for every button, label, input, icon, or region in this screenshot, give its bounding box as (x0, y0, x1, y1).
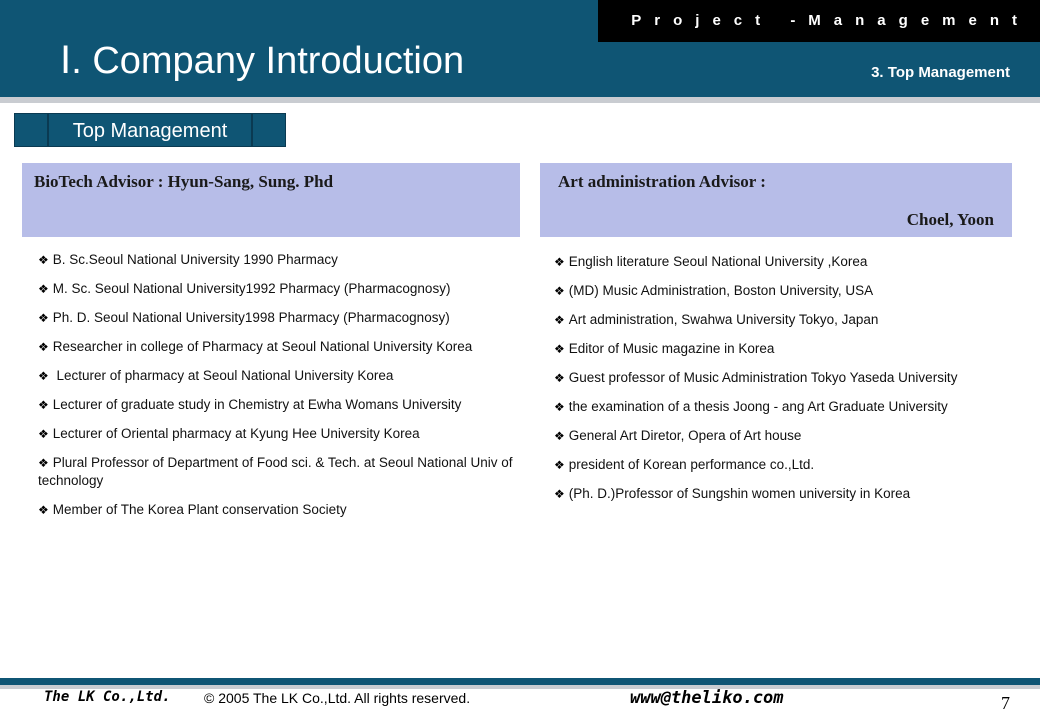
diamond-bullet-icon: ❖ (554, 371, 565, 385)
right-advisor-role: Art administration Advisor : (558, 172, 766, 191)
diamond-bullet-icon: ❖ (38, 282, 49, 296)
diamond-bullet-icon: ❖ (554, 400, 565, 414)
page-title: Ⅰ. Company Introduction (60, 40, 465, 82)
list-item: ❖ (MD) Music Administration, Boston University, USA (554, 283, 874, 298)
diamond-bullet-icon: ❖ (554, 284, 565, 298)
diamond-bullet-icon: ❖ (38, 398, 49, 412)
right-advisor-name: Choel, Yoon (906, 210, 994, 229)
copyright-notice: © 2005 The LK Co.,Ltd. All rights reserved. (204, 690, 471, 706)
page-number: 7 (1001, 693, 1010, 713)
diamond-bullet-icon: ❖ (38, 503, 49, 517)
diamond-bullet-icon: ❖ (554, 342, 565, 356)
diamond-bullet-icon: ❖ (554, 429, 565, 443)
list-item: ❖ Lecturer of graduate study in Chemistry at Ewha Womans University (38, 397, 462, 412)
list-item: ❖ (Ph. D.)Professor of Sungshin women university in Korea (554, 486, 911, 501)
list-item: ❖ Lecturer of pharmacy at Seoul National University Korea (38, 368, 394, 383)
list-item: ❖ Guest professor of Music Administration Tokyo Yaseda University (554, 370, 958, 385)
section-label-left-cell (14, 113, 48, 147)
diamond-bullet-icon: ❖ (38, 369, 49, 383)
left-advisor-role: BioTech Advisor : (34, 172, 168, 191)
section-label-box (14, 113, 286, 147)
section-label: Top Management (48, 113, 252, 147)
project-tagline: Project -Management (598, 0, 1040, 42)
section-reference: 3. Top Management (871, 64, 1010, 81)
list-item: ❖ Lecturer of Oriental pharmacy at Kyung Hee University Korea (38, 426, 420, 441)
list-item: ❖ General Art Diretor, Opera of Art house (554, 428, 802, 443)
diamond-bullet-icon: ❖ (38, 456, 49, 470)
diamond-bullet-icon: ❖ (38, 340, 49, 354)
left-advisor-credentials (38, 251, 528, 530)
website-link[interactable]: www@theliko.com (630, 688, 784, 708)
list-item: ❖ the examination of a thesis Joong - ang Art Graduate University (554, 399, 948, 414)
diamond-bullet-icon: ❖ (554, 313, 565, 327)
list-item: ❖ Editor of Music magazine in Korea (554, 341, 775, 356)
company-name: The LK Co.,Ltd. (44, 689, 171, 705)
right-advisor-header (540, 163, 1012, 237)
diamond-bullet-icon: ❖ (554, 255, 565, 269)
diamond-bullet-icon: ❖ (38, 427, 49, 441)
list-item: ❖ M. Sc. Seoul National University1992 Pharmacy (Pharmacognosy) (38, 281, 451, 296)
left-advisor-header (22, 163, 520, 237)
diamond-bullet-icon: ❖ (554, 487, 565, 501)
list-item: ❖ Researcher in college of Pharmacy at Seoul National University Korea (38, 339, 473, 354)
list-item: ❖ Plural Professor of Department of Food sci. & Tech. at Seoul National Univ of technology (38, 455, 513, 488)
list-item: ❖ English literature Seoul National University ,Korea (554, 254, 868, 269)
list-item: ❖ B. Sc.Seoul National University 1990 Pharmacy (38, 252, 338, 267)
right-advisor-credentials (554, 253, 1034, 514)
diamond-bullet-icon: ❖ (38, 311, 49, 325)
list-item: ❖ president of Korean performance co.,Ltd. (554, 457, 815, 472)
left-advisor-name: Hyun-Sang, Sung. Phd (167, 172, 334, 191)
header-shadow (0, 97, 1040, 103)
list-item: ❖ Ph. D. Seoul National University1998 Pharmacy (Pharmacognosy) (38, 310, 450, 325)
list-item: ❖ Art administration, Swahwa University Tokyo, Japan (554, 312, 879, 327)
diamond-bullet-icon: ❖ (38, 253, 49, 267)
diamond-bullet-icon: ❖ (554, 458, 565, 472)
section-label-right-cell (252, 113, 286, 147)
list-item: ❖ Member of The Korea Plant conservation Society (38, 502, 347, 517)
footer-bar (0, 678, 1040, 685)
